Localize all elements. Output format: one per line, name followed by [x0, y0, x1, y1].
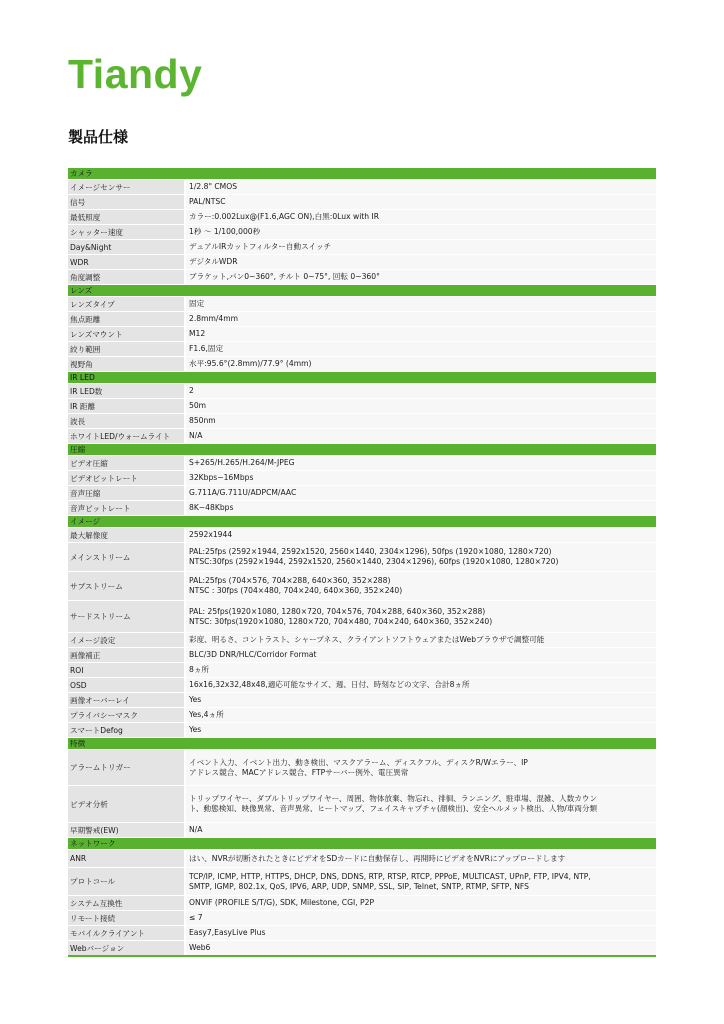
spec-row: [68, 240, 656, 255]
section-title: 特徴: [68, 738, 184, 749]
spec-label: イメージ設定: [68, 633, 184, 647]
spec-label: Webバージョン: [68, 941, 184, 955]
spec-row: [68, 663, 656, 678]
spec-value: [184, 414, 656, 428]
spec-value-line: TCP/IP, ICMP, HTTP, HTTPS, DHCP, DNS, DDNS, RTP, RTSP, RTCP, PPPoE, MULTICAST, UPnP, FTP, IPV4, NTP,: [189, 871, 591, 881]
spec-value: [184, 486, 656, 500]
spec-value-line: PAL/NTSC: [189, 197, 226, 207]
spec-row: [68, 678, 656, 693]
spec-label: 最低照度: [68, 210, 184, 224]
spec-row: [68, 786, 656, 823]
spec-value-line: BLC/3D DNR/HLC/Corridor Format: [189, 650, 317, 660]
spec-label: OSD: [68, 678, 184, 692]
spec-value: [184, 633, 656, 647]
spec-row: [68, 708, 656, 723]
spec-row: [68, 486, 656, 501]
spec-label: シャッター速度: [68, 225, 184, 239]
spec-value: [184, 210, 656, 224]
spec-value: [184, 723, 656, 737]
spec-label: 視野角: [68, 357, 184, 371]
spec-label: 絞り範囲: [68, 342, 184, 356]
spec-label: 音声圧縮: [68, 486, 184, 500]
spec-value: [184, 911, 656, 925]
spec-label: サブストリーム: [68, 572, 184, 600]
spec-row: [68, 270, 656, 285]
spec-value: [184, 572, 656, 600]
spec-value-line: NTSC:30fps (2592×1944, 2592x1520, 2560×1440, 2304×1296), 60fps (1920×1080, 1280×720): [189, 557, 559, 566]
section-title: レンズ: [68, 285, 184, 296]
spec-value: [184, 543, 656, 571]
spec-label: 角度調整: [68, 270, 184, 284]
spec-value-line: 2: [189, 386, 194, 396]
spec-row: [68, 414, 656, 429]
spec-value: [184, 926, 656, 940]
spec-label: プライバシーマスク: [68, 708, 184, 722]
spec-value-line: N/A: [189, 825, 203, 835]
footer-divider: [68, 955, 656, 957]
spec-row: [68, 528, 656, 543]
section-header: [68, 372, 656, 384]
spec-value: [184, 750, 656, 785]
spec-value: [184, 399, 656, 413]
spec-label: スマートDefog: [68, 723, 184, 737]
spec-row: [68, 312, 656, 327]
spec-label: ビデオ圧縮: [68, 456, 184, 470]
spec-row: [68, 255, 656, 270]
section-title: IR LED: [68, 372, 184, 383]
spec-row: [68, 195, 656, 210]
spec-row: [68, 327, 656, 342]
spec-label: アラームトリガー: [68, 750, 184, 785]
section-header: [68, 738, 656, 750]
section-header: [68, 838, 656, 850]
spec-value-line: F1.6,固定: [189, 344, 224, 354]
spec-value-line: NTSC: 30fps(1920×1080, 1280×720, 704×480, 704×240, 640×360, 352×240): [189, 616, 493, 626]
spec-label: WDR: [68, 255, 184, 269]
spec-value: [184, 225, 656, 239]
spec-value-line: Yes: [189, 695, 202, 705]
spec-row: [68, 941, 656, 956]
spec-value-line: PAL: 25fps(1920×1080, 1280×720, 704×576, 704×288, 640×360, 352×288): [189, 606, 486, 616]
spec-value: [184, 270, 656, 284]
spec-value: [184, 180, 656, 194]
spec-value: [184, 868, 656, 895]
spec-value-line: デジタルWDR: [189, 257, 238, 267]
spec-value-line: G.711A/G.711U/ADPCM/AAC: [189, 488, 297, 498]
spec-label: 早期警戒(EW): [68, 823, 184, 837]
spec-row: [68, 911, 656, 926]
spec-value-line: 50m: [189, 401, 207, 411]
spec-row: [68, 926, 656, 941]
spec-label: ビデオ分析: [68, 786, 184, 822]
spec-label: 信号: [68, 195, 184, 209]
spec-label: ビデオビットレート: [68, 471, 184, 485]
tiandy-logo: Tiandy: [68, 51, 203, 97]
section-header: [68, 444, 656, 456]
spec-label: システム互換性: [68, 896, 184, 910]
spec-value: [184, 786, 656, 822]
section-header: [68, 285, 656, 297]
spec-value: [184, 896, 656, 910]
spec-label: ホワイトLED/ウォームライト: [68, 429, 184, 443]
section-title: イメージ: [68, 516, 184, 527]
spec-value-line: デュアルIRカットフィルター自動スイッチ: [189, 242, 332, 252]
spec-row: [68, 572, 656, 601]
spec-value-line: PAL:25fps (704×576, 704×288, 640×360, 352×288): [189, 576, 391, 586]
section-title: カメラ: [68, 168, 184, 179]
spec-label: モバイルクライアント: [68, 926, 184, 940]
spec-value-line: 8K~48Kbps: [189, 503, 234, 513]
spec-row: [68, 471, 656, 486]
spec-value: [184, 429, 656, 443]
spec-row: [68, 357, 656, 372]
spec-value-line: 固定: [189, 299, 205, 309]
spec-value: [184, 327, 656, 341]
spec-row: [68, 633, 656, 648]
spec-row: [68, 601, 656, 633]
spec-value-line: 8ヵ所: [189, 665, 210, 675]
spec-row: [68, 750, 656, 786]
spec-row: [68, 896, 656, 911]
section-fill: [184, 372, 656, 383]
spec-row: [68, 501, 656, 516]
spec-value-line: ONVIF (PROFILE S/T/G), SDK, Milestone, CGI, P2P: [189, 898, 375, 908]
spec-label: リモート接続: [68, 911, 184, 925]
spec-label: メインストリーム: [68, 543, 184, 571]
spec-value: [184, 501, 656, 515]
section-fill: [184, 444, 656, 455]
spec-row: [68, 723, 656, 738]
spec-value-line: S+265/H.265/H.264/M-JPEG: [189, 458, 295, 468]
spec-value: [184, 941, 656, 955]
spec-value-line: はい、NVRが切断されたときにビデオをSDカードに自動保存し、再開時にビデオをNVRにアップロードします: [189, 853, 566, 863]
spec-value-line: 2592x1944: [189, 530, 233, 540]
spec-row: [68, 868, 656, 896]
spec-value-line: ≤ 7: [189, 913, 203, 923]
spec-value: [184, 528, 656, 542]
spec-value: [184, 312, 656, 326]
spec-value: [184, 678, 656, 692]
spec-label: レンズマウント: [68, 327, 184, 341]
spec-row: [68, 648, 656, 663]
spec-row: [68, 456, 656, 471]
spec-value-line: Yes: [189, 725, 202, 735]
spec-label: イメージセンサー: [68, 180, 184, 194]
spec-value-line: 32Kbps~16Mbps: [189, 473, 254, 483]
spec-row: [68, 342, 656, 357]
spec-value: [184, 823, 656, 837]
spec-label: レンズタイプ: [68, 297, 184, 311]
spec-table: [68, 168, 656, 956]
section-fill: [184, 285, 656, 296]
page-title: 製品仕様: [68, 128, 129, 146]
spec-value: [184, 195, 656, 209]
spec-row: [68, 850, 656, 868]
spec-value-line: 2.8mm/4mm: [189, 314, 239, 324]
spec-value-line: アドレス競合、MACアドレス競合、FTPサーバー例外、電圧異常: [189, 767, 409, 777]
spec-row: [68, 543, 656, 572]
spec-value-line: 850nm: [189, 416, 216, 426]
spec-label: 画像オーバーレイ: [68, 693, 184, 707]
spec-value: [184, 456, 656, 470]
spec-label: 音声ビットレート: [68, 501, 184, 515]
spec-value: [184, 471, 656, 485]
spec-label: 最大解像度: [68, 528, 184, 542]
spec-label: 画像補正: [68, 648, 184, 662]
spec-value: [184, 255, 656, 269]
spec-label: プロトコール: [68, 868, 184, 895]
spec-value: [184, 357, 656, 371]
spec-value: [184, 648, 656, 662]
spec-value: [184, 297, 656, 311]
spec-label: ANR: [68, 850, 184, 867]
section-fill: [184, 838, 656, 849]
spec-value: [184, 342, 656, 356]
spec-value-line: トリップワイヤー、ダブルトリップワイヤー、周囲、物体放棄、物忘れ、徘徊、ランニング、駐車場、混雑、人数カウン: [189, 794, 598, 804]
spec-label: 波長: [68, 414, 184, 428]
spec-label: サードストリーム: [68, 601, 184, 632]
spec-value-line: 彩度、明るさ、コントラスト、シャープネス、クライアントソフトウェアまたはWebブラウザで調整可能: [189, 635, 545, 645]
section-header: [68, 168, 656, 180]
spec-value-line: NTSC : 30fps (704×480, 704×240, 640×360, 352×240): [189, 586, 403, 595]
spec-row: [68, 693, 656, 708]
spec-value: [184, 708, 656, 722]
spec-row: [68, 399, 656, 414]
section-fill: [184, 168, 656, 179]
spec-value-line: イベント入力、イベント出力、動き検出、マスクアラーム、ディスクフル、ディスクR/Wエラー、IP: [189, 757, 528, 767]
spec-row: [68, 823, 656, 838]
spec-value-line: Web6: [189, 943, 211, 953]
spec-label: IR 距離: [68, 399, 184, 413]
spec-value-line: PAL:25fps (2592×1944, 2592x1520, 2560×1440, 2304×1296), 50fps (1920×1080, 1280×720): [189, 547, 552, 557]
spec-label: ROI: [68, 663, 184, 677]
section-fill: [184, 738, 656, 749]
spec-value-line: カラー:0.002Lux@(F1.6,AGC ON),白黒:0Lux with IR: [189, 212, 380, 222]
spec-row: [68, 180, 656, 195]
spec-value: [184, 663, 656, 677]
section-title: ネットワーク: [68, 838, 184, 849]
spec-row: [68, 210, 656, 225]
section-title: 圧縮: [68, 444, 184, 455]
spec-value: [184, 240, 656, 254]
spec-row: [68, 429, 656, 444]
spec-value-line: SMTP, IGMP, 802.1x, QoS, IPV6, ARP, UDP, SNMP, SSL, SIP, Telnet, SNTP, RTMP, SFTP, NFS: [189, 881, 529, 891]
spec-value-line: 水平:95.6°(2.8mm)/77.9° (4mm): [189, 359, 312, 369]
spec-label: Day&Night: [68, 240, 184, 254]
spec-value-line: ブラケット,パン0~360°, チルト 0~75°, 回転 0~360°: [189, 272, 380, 282]
spec-value: [184, 693, 656, 707]
spec-value-line: 1/2.8" CMOS: [189, 182, 238, 192]
spec-value-line: M12: [189, 329, 206, 339]
spec-row: [68, 297, 656, 312]
section-fill: [184, 516, 656, 527]
spec-row: [68, 384, 656, 399]
spec-label: 焦点距離: [68, 312, 184, 326]
spec-value: [184, 601, 656, 632]
spec-value-line: 1秒 ～ 1/100,000秒: [189, 227, 261, 237]
spec-value-line: 16x16,32x32,48x48,適応可能なサイズ、週、日付、時刻などの文字、合計8ヵ所: [189, 680, 470, 690]
spec-row: [68, 225, 656, 240]
section-header: [68, 516, 656, 528]
spec-label: IR LED数: [68, 384, 184, 398]
spec-value: [184, 850, 656, 867]
spec-value-line: N/A: [189, 431, 203, 441]
spec-value-line: Yes,4ヵ所: [189, 710, 224, 720]
spec-value-line: Easy7,EasyLive Plus: [189, 928, 266, 938]
spec-value: [184, 384, 656, 398]
spec-value-line: ト、動態検知、映像異常、音声異常、ヒートマップ、フェイスキャプチャ(顔検出)、安全ヘルメット検出、人物/車両分類: [189, 804, 598, 813]
